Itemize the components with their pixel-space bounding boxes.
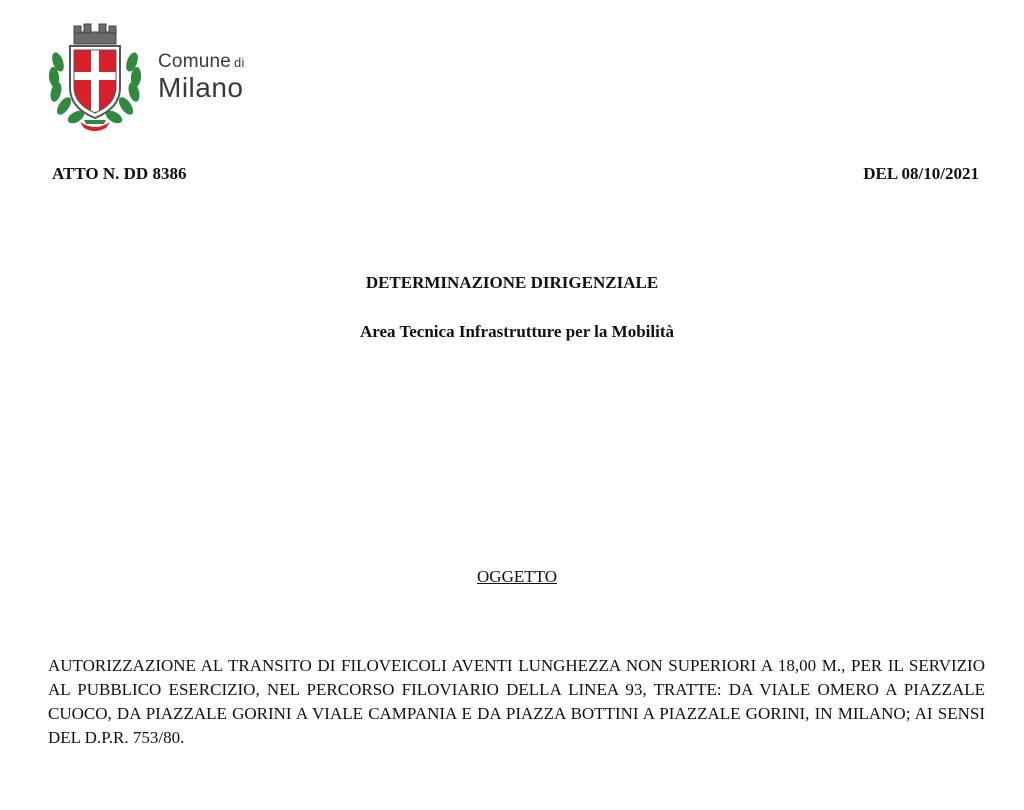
milano-coat-of-arms-icon: [44, 22, 154, 134]
department-area: Area Tecnica Infrastrutture per la Mobilità: [359, 322, 674, 341]
subject-text: AUTORIZZAZIONE AL TRANSITO DI FILOVEICOLI AVENTI LUNGHEZZA NON SUPERIORI A 18,00 M., PER IL SERVIZIO AL PUBBLICO ESERCIZIO, NEL PERCORSO FILOVIARIO DELLA LINEA 93, TRATTE: DA VIALE OMERO A PIAZZALE CUOCO, DA PIAZZALE GORINI A VIALE CAMPANIA E DA PIAZZA BOTTINI A PIAZZALE GORINI, IN MILANO; AI SENSI DEL D.P.R. 753/80.: [48, 656, 985, 747]
document-title: DETERMINAZIONE DIRIGENZIALE: [365, 273, 659, 292]
subject-heading: OGGETTO: [477, 567, 557, 586]
act-date: DEL 08/10/2021: [863, 164, 979, 183]
logo-wordmark-milano: Milano: [158, 72, 244, 103]
act-number: ATTO N. DD 8386: [52, 164, 187, 183]
comune-di-milano-logo: [44, 22, 274, 134]
logo-wordmark: [158, 52, 245, 102]
logo-wordmark-comune: Comune di: [158, 51, 245, 72]
